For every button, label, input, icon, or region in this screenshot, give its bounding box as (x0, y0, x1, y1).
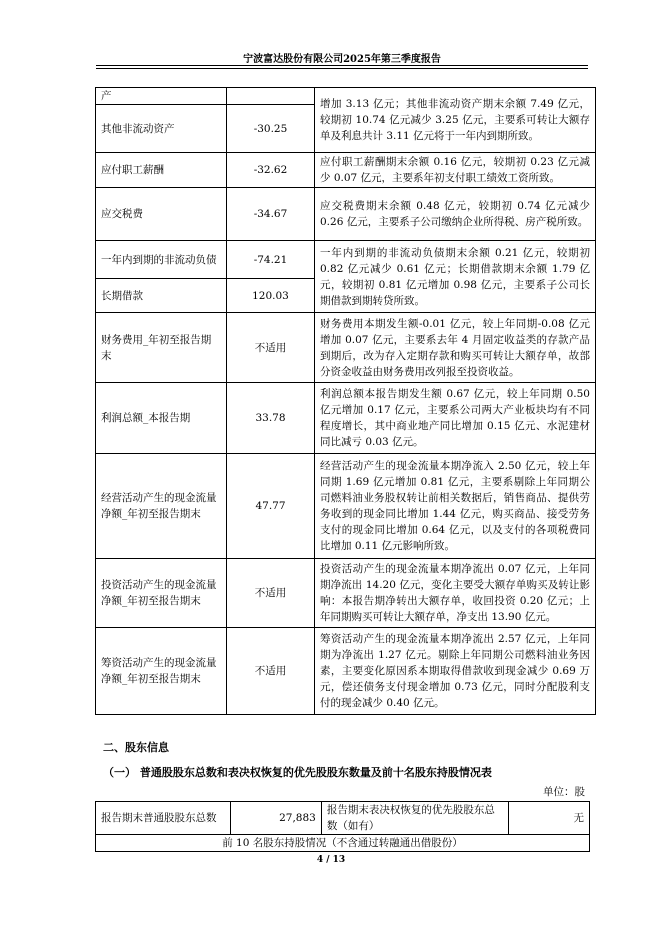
item-cell: 应付职工薪酬 (96, 153, 227, 188)
change-cell: 不适用 (227, 628, 315, 715)
change-cell: 120.03 (227, 279, 315, 313)
item-cell: 筹资活动产生的现金流量净额_年初至报告期末 (96, 628, 227, 715)
page-number: 4 / 13 (316, 855, 346, 865)
preferred-holders-label: 报告期末表决权恢复的优先股股东总数（如有） (321, 802, 508, 835)
item-cell: 应交税费 (96, 188, 227, 241)
table-row (96, 241, 596, 279)
section-title: 二、股东信息 (103, 741, 169, 754)
reason-cell: 一年内到期的非流动负债期末余额 0.21 亿元，较期初 0.82 亿元减少 0.61 亿元；长期借款期末余额 1.79 亿元，较期初 0.81 亿元增加 0.98 亿元，主要系子公司长期借款到期转贷所致。 (315, 241, 596, 313)
table-row (96, 454, 596, 559)
item-cell: 其他非流动资产 (96, 105, 227, 153)
change-cell: -74.21 (227, 241, 315, 279)
reason-cell: 应付职工薪酬期末余额 0.16 亿元，较期初 0.23 亿元减少 0.07 亿元，主要系年初支付职工绩效工资所致。 (315, 153, 596, 188)
item-cell: 经营活动产生的现金流量净额_年初至报告期末 (96, 454, 227, 559)
common-holders-label: 报告期末普通股股东总数 (96, 802, 231, 835)
change-cell: -34.67 (227, 188, 315, 241)
table-row (96, 628, 596, 715)
change-cell: -32.62 (227, 153, 315, 188)
reason-cell: 利润总额本报告期发生额 0.67 亿元，较上年同期 0.50 亿元增加 0.17 亿元，主要系公司两大产业板块均有不同程度增长，其中商业地产同比增加 0.15 亿元、水泥建材同比减亏 0.03 亿元。 (315, 383, 596, 454)
table-row (96, 802, 590, 835)
unit-label: 单位：股 (543, 786, 585, 798)
reason-cell: 筹资活动产生的现金流量本期净流出 2.57 亿元，上年同期为净流出 1.27 亿元。剔除上年同期公司燃料油业务因素，主要变化原因系本期取得借款收到现金减少 0.69 万元，偿还债务支付现金增加 0.73 亿元，同时分配股利支付的现金减少 0.40 亿元。 (315, 628, 596, 715)
reason-cell: 应交税费期末余额 0.48 亿元，较期初 0.74 亿元减少 0.26 亿元，主要系子公司缴纳企业所得税、房产税所致。 (315, 188, 596, 241)
shareholder-table (95, 801, 590, 852)
preferred-holders-value: 无 (508, 802, 590, 835)
table-row (96, 383, 596, 454)
change-cell: 33.78 (227, 383, 315, 454)
header-rule-thin (96, 68, 588, 69)
section-subtitle: （一） 普通股股东总数和表决权恢复的优先股股东数量及前十名股东持股情况表 (103, 766, 492, 779)
header-rule (96, 65, 588, 66)
table-row (96, 188, 596, 241)
change-cell: -30.25 (227, 105, 315, 153)
change-reason-table (95, 87, 596, 715)
item-cell: 利润总额_本报告期 (96, 383, 227, 454)
common-holders-value: 27,883 (231, 802, 322, 835)
table-row (96, 559, 596, 628)
item-cell: 投资活动产生的现金流量净额_年初至报告期末 (96, 559, 227, 628)
table-row (96, 153, 596, 188)
item-cell: 财务费用_年初至报告期末 (96, 313, 227, 383)
change-cell: 不适用 (227, 313, 315, 383)
item-cell: 一年内到期的非流动负债 (96, 241, 227, 279)
change-cell: 不适用 (227, 559, 315, 628)
change-cell (227, 88, 315, 105)
reason-cell: 经营活动产生的现金流量本期净流入 2.50 亿元，较上年同期 1.69 亿元增加 0.81 亿元，主要系剔除上年同期公司燃料油业务股权转让前相关数据后，销售商品、提供劳务收到的现金同比增加 1.44 亿元，购买商品、接受劳务支付的现金同比增加 0.64 亿元，以及支付的各项税费同比增加 0.11 亿元影响所致。 (315, 454, 596, 559)
item-cell: 长期借款 (96, 279, 227, 313)
reason-cell: 财务费用本期发生额-0.01 亿元，较上年同期-0.08 亿元增加 0.07 亿元，主要系去年 4 月固定收益类的存款产品到期后，改为存入定期存款和购买可转让大额存单，故部分资金收益由财务费用改列报至投资收益。 (315, 313, 596, 383)
change-cell: 47.77 (227, 454, 315, 559)
table-row (96, 835, 590, 852)
table-row (96, 88, 596, 105)
item-cell: 产 (96, 88, 227, 105)
page-header: 宁波富达股份有限公司2025年第三季度报告 (243, 54, 441, 65)
reason-cell: 投资活动产生的现金流量本期净流出 0.07 亿元，上年同期净流出 14.20 亿元，变化主要受大额存单购买及转让影响：本报告期净转出大额存单，收回投资 0.20 亿元；上年同期购买可转让大额存单，净支出 13.90 亿元。 (315, 559, 596, 628)
top10-holders-caption: 前 10 名股东持股情况（不含通过转融通出借股份） (96, 835, 590, 852)
table-row (96, 313, 596, 383)
reason-cell: 增加 3.13 亿元；其他非流动资产期末余额 7.49 亿元，较期初 10.74 亿元减少 3.25 亿元，主要系可转让大额存单及利息共计 3.11 亿元将于一年内到期所致。 (315, 88, 596, 153)
